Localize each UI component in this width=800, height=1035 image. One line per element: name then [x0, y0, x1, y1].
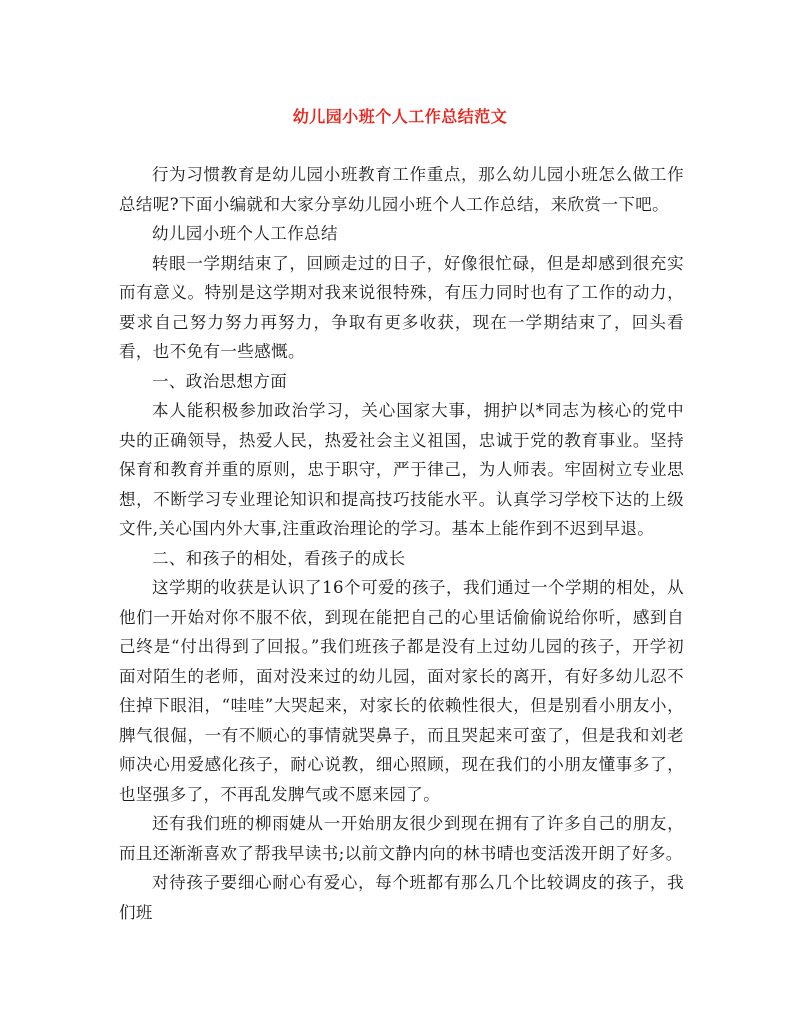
paragraph-care: 对待孩子要细心耐心有爱心，每个班都有那么几个比较调皮的孩子，我们班: [119, 873, 684, 922]
section-heading-summary: 幼儿园小班个人工作总结: [152, 224, 338, 243]
paragraph-reflection: 转眼一学期结束了，回顾走过的日子，好像很忙碌，但是却感到很充实而有意义。特别是这学期对我来说很特殊，有压力同时也有了工作的动力，要求自己努力努力再努力，争取有更多收获，现在一学期结束了，回头看看，也不免有一些感慨。: [119, 253, 684, 361]
paragraph-intro: 行为习惯教育是幼儿园小班教育工作重点，那么幼儿园小班怎么做工作总结呢?下面小编就和大家分享幼儿园小班个人工作总结，来欣赏一下吧。: [119, 165, 684, 214]
paragraph-children: 这学期的收获是认识了16个可爱的孩子，我们通过一个学期的相处，从他们一开始对你不服不依，到现在能把自己的心里话偷偷说给你听，感到自己终是“付出得到了回报。”我们班孩子都是没有上过幼儿园的孩子，开学初面对陌生的老师，面对没来过的幼儿园，面对家长的离开，有好多幼儿忍不住掉下眼泪，“哇哇”大哭起来，对家长的依赖性很大，但是别看小朋友小，脾气很倔，一有不顺心的事情就哭鼻子，而且哭起来可蛮了，但是我和刘老师决心用爱感化孩子，耐心说教，细心照顾，现在我们的小朋友懂事多了，也坚强多了，不再乱发脾气或不愿来园了。: [119, 578, 684, 804]
document-title: 幼儿园小班个人工作总结范文: [292, 107, 508, 126]
section-heading-politics: 一、政治思想方面: [152, 371, 288, 391]
paragraph-friends: 还有我们班的柳雨婕从一开始朋友很少到现在拥有了许多自己的朋友，而且还渐渐喜欢了帮我早读书;以前文静内向的林书晴也变活泼开朗了好多。: [119, 814, 684, 863]
document-body: [119, 160, 684, 927]
section-heading-children: 二、和孩子的相处，看孩子的成长: [152, 548, 406, 568]
paragraph-politics: 本人能积极参加政治学习，关心国家大事，拥护以*同志为核心的党中央的正确领导，热爱人民，热爱社会主义祖国，忠诚于党的教育事业。坚持保育和教育并重的原则，忠于职守，严于律己，为人师表。牢固树立专业思想，不断学习专业理论知识和提高技巧技能水平。认真学习学校下达的上级文件,关心国内外大事,注重政治理论的学习。基本上能作到不迟到早退。: [119, 401, 684, 538]
